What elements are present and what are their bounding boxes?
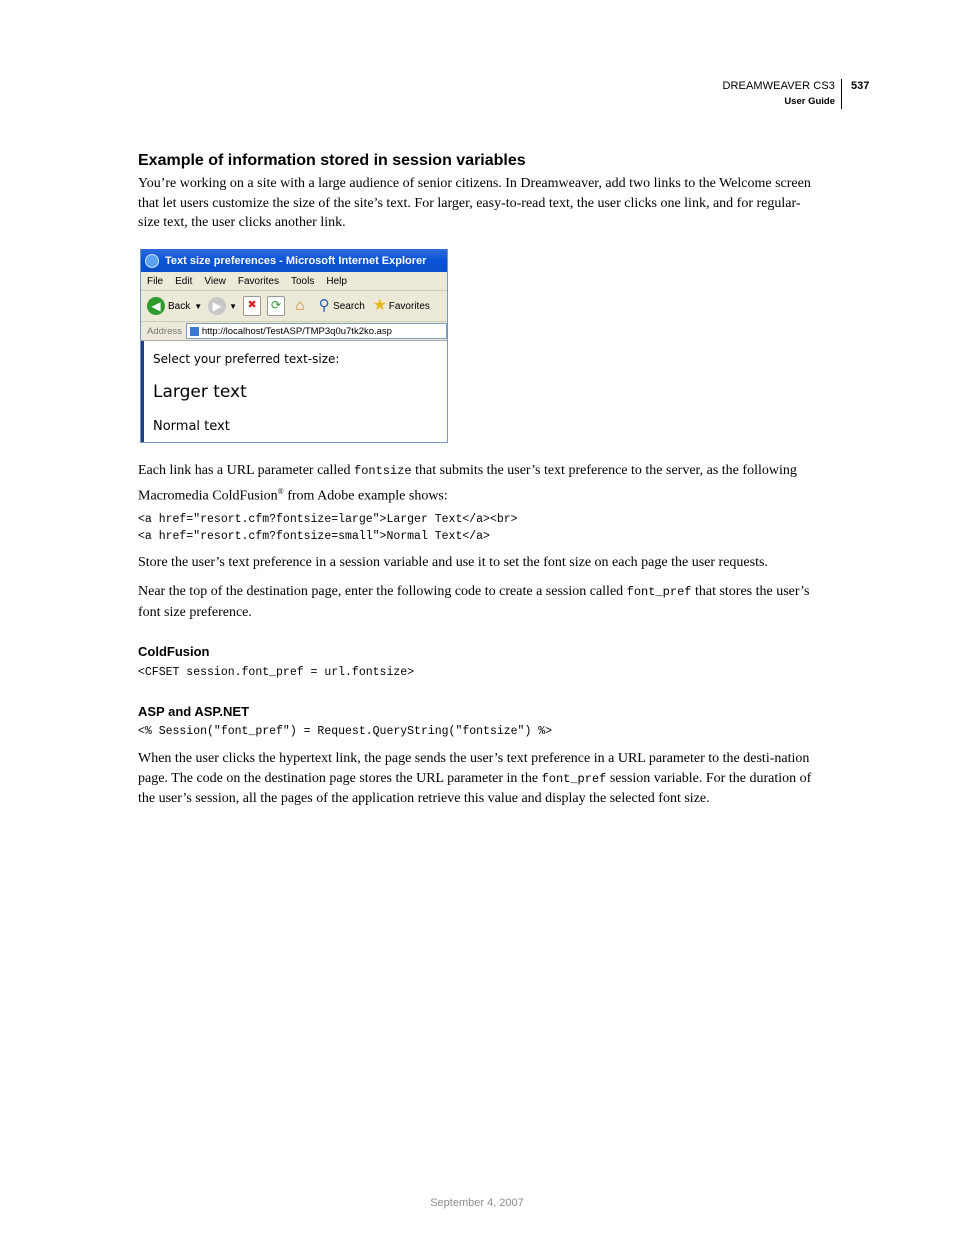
home-icon: ⌂ — [295, 297, 305, 314]
section-heading-block — [138, 151, 818, 171]
forward-button[interactable] — [208, 297, 237, 315]
registered-mark: ® — [277, 486, 284, 496]
refresh-icon: ⟳ — [267, 296, 285, 316]
favorites-button[interactable] — [371, 297, 430, 315]
refresh-button[interactable] — [267, 296, 285, 316]
menu-view[interactable]: View — [204, 275, 226, 287]
p1-text-c: from Adobe example shows: — [283, 488, 448, 504]
font-pref-code-2: font_pref — [541, 771, 607, 786]
browser-screenshot — [140, 249, 448, 443]
address-input[interactable] — [186, 323, 447, 339]
footer-date: September 4, 2007 — [430, 1197, 524, 1209]
back-button[interactable] — [147, 297, 202, 315]
menu-edit[interactable]: Edit — [175, 275, 193, 287]
menu-help[interactable]: Help — [326, 275, 347, 287]
section-heading: Example of information stored in session variables — [138, 152, 526, 169]
browser-toolbar — [141, 291, 447, 322]
paragraph-block-2 — [138, 553, 818, 573]
p3-text-a: Near the top of the destination page, enter the following code to create a session called — [138, 584, 627, 599]
hypertext-link-paragraph — [138, 749, 818, 809]
intro-paragraph: You’re working on a site with a large audience of senior citizens. In Dreamweaver, add two links to the Welcome screen that let users customize the size of the site’s text. For larger, easy-to-read text, the user clicks one link, and for regular-size text, the user clicks another link. — [138, 176, 811, 230]
browser-menu-bar — [141, 272, 447, 291]
aspnet-heading: ASP and ASP.NET — [138, 704, 250, 719]
coldfusion-heading: ColdFusion — [138, 644, 210, 659]
link-code-sample: <a href="resort.cfm?fontsize=large">Larger Text</a><br> <a href="resort.cfm?fontsize=small">Normal Text</a> — [138, 513, 518, 543]
paragraph-block-4 — [138, 749, 818, 809]
p1-text-a: Each link has a URL parameter called — [138, 463, 354, 478]
browser-title-bar — [141, 249, 447, 272]
paragraph-block-3 — [138, 582, 818, 622]
search-icon: ⚲ — [318, 297, 330, 314]
star-icon: ★ — [372, 297, 387, 314]
page-icon — [190, 327, 199, 336]
address-label: Address — [147, 325, 182, 337]
p3-text-b: that stores the user’s font size preference. — [138, 584, 810, 620]
home-button[interactable] — [291, 297, 309, 315]
header-title: DREAMWEAVER CS3 — [722, 79, 842, 94]
store-preference-paragraph: Store the user’s text preference in a session variable and use it to set the font size on each page the user requests. — [138, 555, 768, 570]
font-pref-code: font_pref — [626, 585, 692, 599]
code-block-1 — [138, 511, 818, 545]
text-size-prompt: Select your preferred text-size: — [153, 352, 340, 366]
page-number: 537 — [851, 80, 870, 92]
back-label: Back — [168, 300, 191, 312]
destination-page-paragraph — [138, 582, 818, 622]
paragraph-block-1 — [138, 461, 818, 506]
aspnet-code: <% Session("font_pref") = Request.QueryString("fontsize") %> — [138, 725, 553, 738]
coldfusion-section — [138, 643, 818, 681]
menu-tools[interactable]: Tools — [290, 275, 315, 287]
back-arrow-icon: ◀ — [147, 297, 165, 315]
search-label: Search — [333, 300, 365, 312]
chevron-down-icon: ▼ — [229, 301, 238, 311]
menu-favorites[interactable]: Favorites — [237, 275, 279, 287]
address-url: http://localhost/TestASP/TMP3q0u7tk2ko.asp — [201, 325, 392, 337]
search-button[interactable] — [315, 297, 365, 315]
p4-text-a: When the user clicks the hypertext link, the page sends the user’s text preference in a URL parameter to the desti-nation page. The code on the destination page stores the URL parameter in the — [138, 751, 810, 786]
address-bar — [141, 322, 447, 341]
coldfusion-code: <CFSET session.font_pref = url.fontsize> — [138, 666, 415, 679]
browser-content — [141, 341, 447, 443]
larger-text-link[interactable]: Larger text — [153, 382, 247, 402]
p1-text-b: that submits the user’s text preference to the server, as the following Macromedia ColdFusion — [138, 463, 797, 504]
chevron-down-icon: ▼ — [194, 301, 203, 311]
fontsize-code: fontsize — [354, 464, 412, 478]
forward-arrow-icon: ▶ — [208, 297, 226, 315]
normal-text-link[interactable]: Normal text — [153, 419, 230, 434]
intro-block — [138, 174, 818, 233]
favorites-label: Favorites — [388, 300, 430, 312]
stop-icon: ✖ — [243, 296, 261, 316]
header-subtitle: User Guide — [722, 94, 842, 109]
aspnet-section — [138, 703, 818, 740]
menu-file[interactable]: File — [147, 275, 164, 287]
ie-logo-icon — [145, 254, 159, 268]
p4-text-b: session variable. For the duration of the user’s session, all the pages of the application retrieve this value and display the selected font size. — [138, 770, 812, 806]
stop-button[interactable] — [243, 296, 261, 316]
browser-title: Text size preferences - Microsoft Internet Explorer — [165, 254, 427, 267]
fontsize-paragraph — [138, 461, 818, 506]
